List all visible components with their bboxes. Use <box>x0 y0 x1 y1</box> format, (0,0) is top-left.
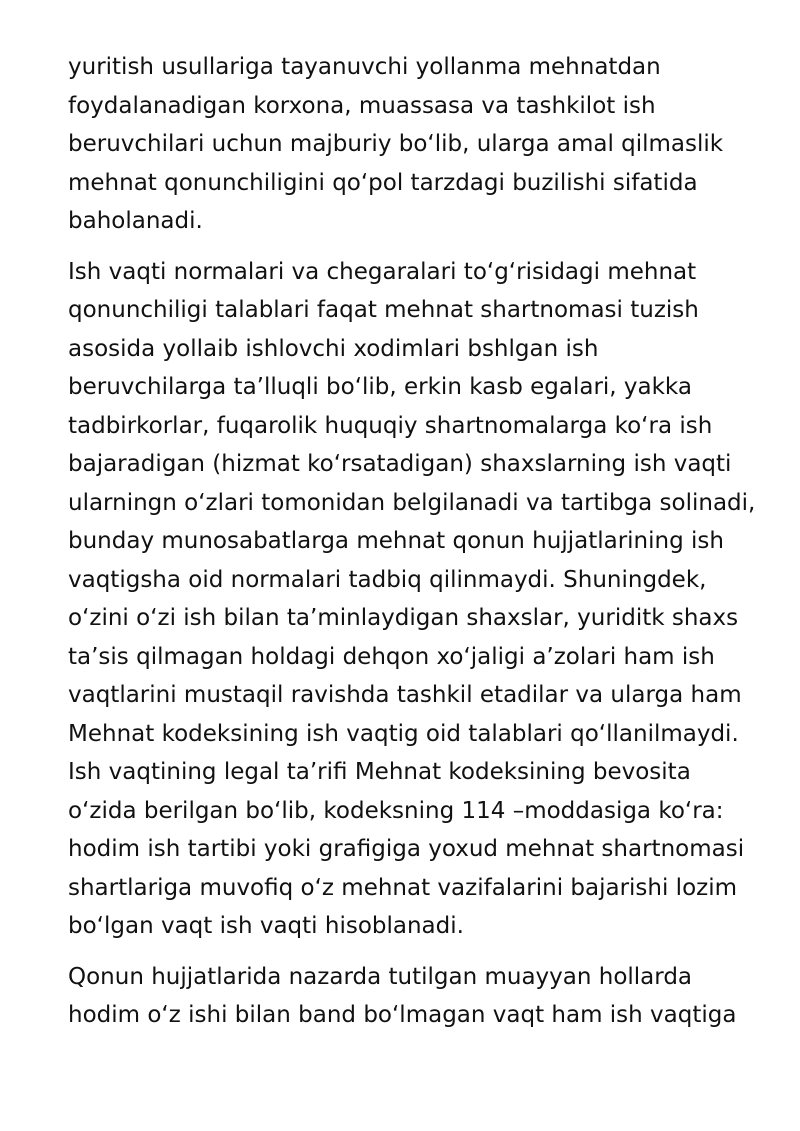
text-line: bunday munosabatlarga mehnat qonun hujjatlarining ish <box>68 528 724 554</box>
text-line: tadbirkorlar, fuqarolik huquqiy shartnomalarga ko‘ra ish <box>68 412 713 439</box>
text-line: bajaradigan (hizmat ko‘rsatadigan) shaxslarning ish vaqti <box>68 451 732 477</box>
text-line: baholanadi. <box>68 208 203 234</box>
text-line: Mehnat kodeksining ish vaqtig oid talablari qo‘llanilmaydi. <box>68 720 739 747</box>
text-line: hodim ish tartibi yoki grafigiga yoxud mehnat shartnomasi <box>68 836 745 862</box>
text-line: mehnat qonunchiligini qo‘pol tarzdagi buzilishi sifatida <box>68 169 698 196</box>
text-line: qonunchiligi talablari faqat mehnat shartnomasi tuzish <box>68 297 699 323</box>
text-line: Ish vaqti normalari va chegaralari to‘g‘risidagi mehnat <box>68 258 697 285</box>
text-line: vaqtlarini mustaqil ravishda tashkil etadilar va ularga ham <box>68 682 742 708</box>
text-line: ularningn o‘zlari tomonidan belgilanadi va tartibga solinadi, <box>68 489 756 516</box>
text-line: vaqtigsha oid normalari tadbiq qilinmaydi. Shuningdek, <box>68 566 707 593</box>
paragraph-2 <box>68 253 783 946</box>
paragraph-3 <box>68 958 783 1035</box>
text-line: shartlariga muvofiq o‘z mehnat vazifalarini bajarishi lozim <box>68 874 738 901</box>
text-line: yuritish usullariga tayanuvchi yollanma mehnatdan <box>68 54 661 80</box>
text-line: asosida yollaib ishlovchi xodimlari bshlgan ish <box>68 335 599 362</box>
text-line: o‘zini o‘zi ish bilan ta’minlaydigan shaxslar, yuriditk shaxs <box>68 605 739 631</box>
text-line: Qonun hujjatlarida nazarda tutilgan muayyan hollarda <box>68 963 693 990</box>
text-line: o‘zida berilgan bo‘lib, kodeksning 114 –moddasiga ko‘ra: <box>68 797 724 824</box>
text-line: hodim o‘z ishi bilan band bo‘lmagan vaqt ham ish vaqtiga <box>68 1002 737 1028</box>
text-line: beruvchilari uchun majburiy bo‘lib, ularga amal qilmaslik <box>68 131 724 157</box>
document-page <box>68 48 783 1047</box>
paragraph-1 <box>68 48 783 241</box>
text-line: foydalanadigan korxona, muassasa va tashkilot ish <box>68 92 656 119</box>
text-line: ta’sis qilmagan holdagi dehqon xo‘jaligi a’zolari ham ish <box>68 643 715 670</box>
text-line: beruvchilarga ta’lluqli bo‘lib, erkin kasb egalari, yakka <box>68 374 692 400</box>
text-line: bo‘lgan vaqt ish vaqti hisoblanadi. <box>68 913 464 939</box>
text-line: Ish vaqtining legal ta’rifi Mehnat kodeksining bevosita <box>68 759 691 785</box>
